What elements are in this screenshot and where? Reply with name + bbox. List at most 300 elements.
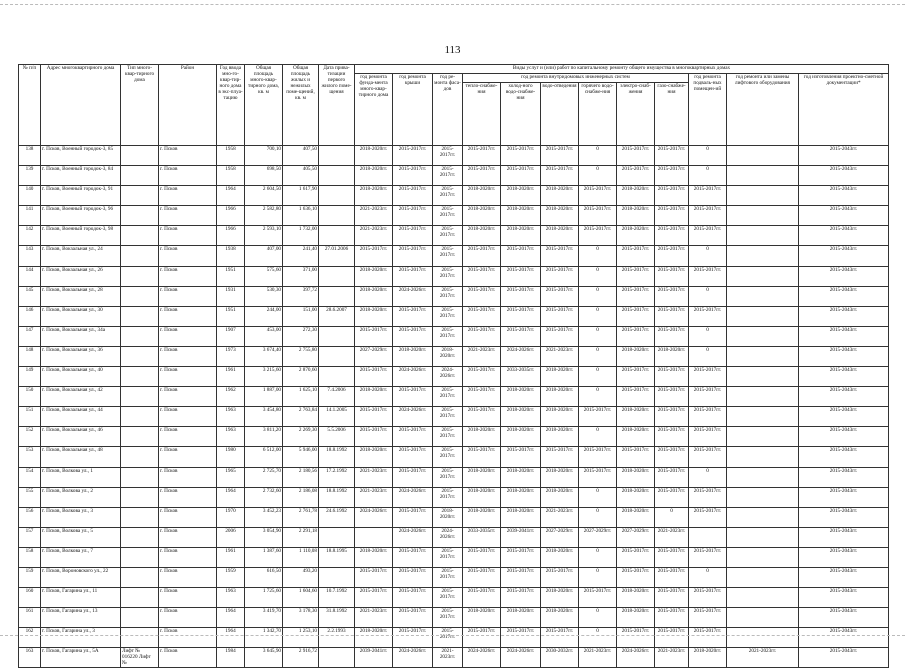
cell-hotwater-year: 0 [579, 507, 617, 527]
cell-total-area: 1 887,00 [245, 387, 283, 407]
cell-drain-year: 2015-2017гг. [541, 306, 579, 326]
cell-facade-year: 2015-2017гг. [433, 146, 463, 166]
header-heat: тепло-снабже-ния [463, 83, 501, 146]
cell-total-area: 1 725,60 [245, 588, 283, 608]
cell-district: г. Псков [159, 487, 217, 507]
cell-living-area: 5 946,00 [283, 447, 319, 467]
cell-house-type [121, 628, 159, 648]
cell-drain-year: 2027-2029гг. [541, 527, 579, 547]
cell-living-area: 1 636,10 [283, 206, 319, 226]
cell-priv-date: 5.5.2006 [319, 427, 355, 447]
cell-address: г. Псков, Вокзальная ул., 28 [41, 286, 121, 306]
cell-gas-year: 2015-2017гг. [655, 547, 689, 567]
cell-foundation-year: 2018-2020гг. [355, 387, 393, 407]
cell-house-type [121, 326, 159, 346]
cell-design-docs-year: 2015-2043гг. [799, 226, 889, 246]
cell-priv-date: 2.2.1993 [319, 628, 355, 648]
cell-electric-year: 2015-2017гг. [617, 166, 655, 186]
cell-priv-date: 31.8.1992 [319, 608, 355, 628]
cell-elevator-year [727, 567, 799, 587]
cell-house-type [121, 467, 159, 487]
cell-electric-year: 2018-2020гг. [617, 467, 655, 487]
cell-design-docs-year: 2015-2043гг. [799, 547, 889, 567]
cell-basement-year: 2015-2017гг. [689, 306, 727, 326]
page-number: 113 [444, 44, 461, 56]
cell-electric-year: 2018-2020гг. [617, 226, 655, 246]
cell-heat-year: 2018-2020гг. [463, 206, 501, 226]
table-row [19, 507, 889, 527]
cell-row-number: 149 [19, 367, 41, 387]
cell-gas-year: 2015-2017гг. [655, 487, 689, 507]
cell-row-number: 153 [19, 447, 41, 467]
cell-elevator-year [727, 286, 799, 306]
header-living-area: Общая площадь жилых и нежилых поме-щений, кв. м [283, 65, 319, 146]
capital-repair-table [18, 64, 889, 668]
cell-roof-year: 2024-2026гг. [393, 487, 433, 507]
cell-coldwater-year: 2018-2020гг. [501, 487, 541, 507]
cell-living-area: 407,50 [283, 146, 319, 166]
table-row [19, 628, 889, 648]
cell-design-docs-year: 2015-2043гг. [799, 387, 889, 407]
cell-elevator-year [727, 306, 799, 326]
cell-row-number: 161 [19, 608, 41, 628]
table-row [19, 266, 889, 286]
cell-design-docs-year: 2015-2043гг. [799, 628, 889, 648]
cell-year-built: 1951 [217, 266, 245, 286]
cell-facade-year: 2015-2017гг. [433, 467, 463, 487]
cell-coldwater-year: 2018-2020гг. [501, 387, 541, 407]
cell-drain-year: 2015-2017гг. [541, 166, 579, 186]
cell-address: г. Псков, Вокзальная ул., 40 [41, 367, 121, 387]
cell-hotwater-year: 2015-2017гг. [579, 226, 617, 246]
cell-district: г. Псков [159, 507, 217, 527]
cell-year-built: 1963 [217, 407, 245, 427]
cell-facade-year: 2015-2017гг. [433, 447, 463, 467]
cell-drain-year: 2018-2020гг. [541, 608, 579, 628]
cell-heat-year: 2018-2020гг. [463, 467, 501, 487]
cell-hotwater-year: 2027-2029гг. [579, 527, 617, 547]
cell-address: г. Псков, Вокзальная ул., 42 [41, 387, 121, 407]
cell-row-number: 157 [19, 527, 41, 547]
cell-year-built: 1963 [217, 588, 245, 608]
cell-foundation-year: 2021-2023гг. [355, 206, 393, 226]
table-row [19, 166, 889, 186]
cell-foundation-year: 2018-2020гг. [355, 266, 393, 286]
cell-roof-year: 2015-2017гг. [393, 186, 433, 206]
cell-gas-year: 2015-2017гг. [655, 427, 689, 447]
cell-basement-year: 2015-2017гг. [689, 427, 727, 447]
cell-year-built: 1961 [217, 367, 245, 387]
cell-address: г. Псков, Военный городок-3, 91 [41, 186, 121, 206]
header-services-group: Виды услуг и (или) работ по капитальному ремонту общего имущества в многоквартирных домах [355, 65, 889, 74]
header-type: Тип много-квар-тирного дома [121, 65, 159, 146]
cell-coldwater-year: 2015-2017гг. [501, 447, 541, 467]
cell-elevator-year [727, 467, 799, 487]
cell-foundation-year: 2021-2023гг. [355, 487, 393, 507]
cell-foundation-year: 2018-2020гг. [355, 166, 393, 186]
cell-house-type [121, 226, 159, 246]
cell-gas-year: 2015-2017гг. [655, 387, 689, 407]
header-hotwater: горячего водо-снабже-ния [579, 83, 617, 146]
cell-electric-year: 2018-2020гг. [617, 346, 655, 366]
cell-foundation-year: 2018-2020гг. [355, 547, 393, 567]
cell-coldwater-year: 2018-2020гг. [501, 186, 541, 206]
cell-living-area: 2 180,56 [283, 467, 319, 487]
cell-electric-year: 2015-2017гг. [617, 567, 655, 587]
cell-roof-year: 2015-2017гг. [393, 246, 433, 266]
cell-district: г. Псков [159, 266, 217, 286]
cell-district: г. Псков [159, 206, 217, 226]
cell-total-area: 6 512,00 [245, 447, 283, 467]
header-facade: год ре-монта фаса-дов [433, 74, 463, 146]
cell-year-built: 1959 [217, 567, 245, 587]
cell-design-docs-year: 2015-2043гг. [799, 407, 889, 427]
cell-district: г. Псков [159, 648, 217, 668]
cell-electric-year: 2018-2020гг. [617, 487, 655, 507]
cell-year-built: 1964 [217, 186, 245, 206]
cell-electric-year: 2018-2020гг. [617, 186, 655, 206]
cell-year-built: 1951 [217, 306, 245, 326]
cell-living-area: 3 178,30 [283, 608, 319, 628]
cell-drain-year: 2015-2017гг. [541, 628, 579, 648]
cell-district: г. Псков [159, 306, 217, 326]
header-design-docs: год изготовления проектно-сметной документации* [799, 74, 889, 146]
cell-roof-year: 2015-2017гг. [393, 467, 433, 487]
header-foundation: год ремонта фунда-мента много-квар-тирного дома [355, 74, 393, 146]
cell-district: г. Псков [159, 367, 217, 387]
cell-foundation-year: 2018-2020гг. [355, 306, 393, 326]
cell-year-built: 1964 [217, 608, 245, 628]
cell-drain-year: 2018-2020гг. [541, 467, 579, 487]
table-row [19, 567, 889, 587]
cell-row-number: 142 [19, 226, 41, 246]
cell-district: г. Псков [159, 608, 217, 628]
cell-living-area: 1 110,08 [283, 547, 319, 567]
cell-roof-year: 2015-2017гг. [393, 226, 433, 246]
cell-heat-year: 2015-2017гг. [463, 447, 501, 467]
cell-living-area: 371,00 [283, 266, 319, 286]
cell-house-type [121, 206, 159, 226]
header-gas: газо-снабже-ния [655, 83, 689, 146]
cell-living-area: 2 763,84 [283, 407, 319, 427]
cell-basement-year: 2015-2017гг. [689, 588, 727, 608]
table-row [19, 588, 889, 608]
header-electric: электро-снаб-жения [617, 83, 655, 146]
cell-priv-date: 28.6.2007 [319, 306, 355, 326]
cell-roof-year: 2024-2026гг. [393, 527, 433, 547]
cell-hotwater-year: 0 [579, 166, 617, 186]
cell-roof-year: 2015-2017гг. [393, 387, 433, 407]
cell-facade-year: 2024-2026гг. [433, 367, 463, 387]
cell-electric-year: 2018-2020гг. [617, 588, 655, 608]
cell-foundation-year: 2018-2020гг. [355, 628, 393, 648]
cell-basement-year: 2015-2017гг. [689, 608, 727, 628]
cell-address: г. Псков, Волкова ул., 7 [41, 547, 121, 567]
cell-foundation-year: 2018-2020гг. [355, 447, 393, 467]
cell-foundation-year: 2021-2023гг. [355, 608, 393, 628]
cell-address: г. Псков, Военный городок-3, 84 [41, 166, 121, 186]
cell-foundation-year: 2015-2017гг. [355, 367, 393, 387]
cell-year-built: 1966 [217, 226, 245, 246]
table-row [19, 367, 889, 387]
cell-roof-year: 2024-2026гг. [393, 367, 433, 387]
cell-district: г. Псков [159, 226, 217, 246]
cell-total-area: 3 674,40 [245, 346, 283, 366]
cell-design-docs-year: 2015-2043гг. [799, 306, 889, 326]
cell-elevator-year [727, 628, 799, 648]
cell-gas-year: 2015-2017гг. [655, 246, 689, 266]
cell-roof-year: 2015-2017гг. [393, 608, 433, 628]
table-row [19, 146, 889, 166]
cell-total-area: 530,30 [245, 286, 283, 306]
cell-basement-year: 0 [689, 166, 727, 186]
cell-total-area: 3 419,70 [245, 608, 283, 628]
cell-facade-year: 2015-2017гг. [433, 387, 463, 407]
cell-priv-date: 18.8.1992 [319, 447, 355, 467]
cell-hotwater-year: 0 [579, 487, 617, 507]
cell-facade-year: 2018-2020гг. [433, 507, 463, 527]
cell-house-type [121, 547, 159, 567]
cell-design-docs-year: 2015-2043гг. [799, 527, 889, 547]
header-coldwater: холод-ного водо-снабже-ния [501, 83, 541, 146]
cell-elevator-year [727, 547, 799, 567]
cell-roof-year: 2015-2017гг. [393, 326, 433, 346]
cell-foundation-year: 2027-2029гг. [355, 346, 393, 366]
cell-coldwater-year: 2018-2020гг. [501, 467, 541, 487]
cell-district: г. Псков [159, 387, 217, 407]
cell-foundation-year: 2015-2017гг. [355, 588, 393, 608]
cell-district: г. Псков [159, 567, 217, 587]
cell-total-area: 698,50 [245, 166, 283, 186]
cell-address: г. Псков, Вокзальная ул., 26 [41, 266, 121, 286]
cell-living-area: 397,72 [283, 286, 319, 306]
cell-electric-year: 2015-2017гг. [617, 326, 655, 346]
cell-living-area: 2 186,08 [283, 487, 319, 507]
cell-row-number: 139 [19, 166, 41, 186]
cell-district: г. Псков [159, 628, 217, 648]
cell-basement-year: 2018-2020гг. [689, 648, 727, 668]
cell-priv-date [319, 326, 355, 346]
cell-district: г. Псков [159, 326, 217, 346]
cell-elevator-year [727, 206, 799, 226]
cell-facade-year: 2015-2017гг. [433, 246, 463, 266]
cell-facade-year: 2024-2026гг. [433, 527, 463, 547]
cell-house-type [121, 507, 159, 527]
cell-basement-year: 2015-2017гг. [689, 407, 727, 427]
cell-electric-year: 2027-2029гг. [617, 527, 655, 547]
cell-address: г. Псков, Волкова ул., 1 [41, 467, 121, 487]
cell-basement-year: 2015-2017гг. [689, 507, 727, 527]
cell-design-docs-year: 2015-2043гг. [799, 608, 889, 628]
header-elevator: год ремонта или замены лифтового оборудования [727, 74, 799, 146]
cell-house-type [121, 608, 159, 628]
cell-coldwater-year: 2039-2041гг. [501, 527, 541, 547]
cell-coldwater-year: 2018-2020гг. [501, 507, 541, 527]
cell-row-number: 140 [19, 186, 41, 206]
cell-coldwater-year: 2015-2017гг. [501, 588, 541, 608]
cell-design-docs-year: 2015-2043гг. [799, 326, 889, 346]
cell-roof-year: 2015-2017гг. [393, 427, 433, 447]
cell-elevator-year [727, 146, 799, 166]
cell-address: г. Псков, Военный городок-3, 85 [41, 146, 121, 166]
cell-hotwater-year: 0 [579, 387, 617, 407]
header-address: Адрес многоквартирного дома [41, 65, 121, 146]
cell-living-area: 405,50 [283, 166, 319, 186]
cell-hotwater-year: 0 [579, 547, 617, 567]
table-row [19, 246, 889, 266]
cell-row-number: 160 [19, 588, 41, 608]
cell-hotwater-year: 0 [579, 367, 617, 387]
cell-foundation-year: 2015-2017гг. [355, 567, 393, 587]
cell-address: г. Псков, Вороновского ул., 22 [41, 567, 121, 587]
cell-electric-year: 2015-2017гг. [617, 146, 655, 166]
cell-address: г. Псков, Гагарина ул., 3 [41, 628, 121, 648]
cell-living-area: 151,00 [283, 306, 319, 326]
cell-drain-year: 2018-2020гг. [541, 206, 579, 226]
table-row [19, 467, 889, 487]
cell-total-area: 1 387,60 [245, 547, 283, 567]
cell-house-type [121, 246, 159, 266]
cell-hotwater-year: 0 [579, 427, 617, 447]
cell-total-area: 3 645,90 [245, 648, 283, 668]
cell-drain-year: 2018-2020гг. [541, 588, 579, 608]
cell-priv-date: 17.2.1992 [319, 467, 355, 487]
cell-electric-year: 2015-2017гг. [617, 286, 655, 306]
cell-heat-year: 2015-2017гг. [463, 266, 501, 286]
cell-coldwater-year: 2018-2020гг. [501, 427, 541, 447]
cell-design-docs-year: 2015-2043гг. [799, 447, 889, 467]
table-row [19, 206, 889, 226]
cell-house-type [121, 427, 159, 447]
cell-facade-year: 2015-2017гг. [433, 306, 463, 326]
cell-basement-year: 0 [689, 246, 727, 266]
cell-address: г. Псков, Вокзальная ул., 46 [41, 427, 121, 447]
table-row [19, 407, 889, 427]
cell-priv-date [319, 648, 355, 668]
cell-foundation-year: 2018-2020гг. [355, 146, 393, 166]
cell-heat-year: 2015-2017гг. [463, 286, 501, 306]
cell-heat-year: 2033-2035гг. [463, 527, 501, 547]
cell-facade-year: 2015-2017гг. [433, 286, 463, 306]
cell-hotwater-year: 0 [579, 246, 617, 266]
table-row [19, 527, 889, 547]
cell-priv-date [319, 186, 355, 206]
cell-drain-year: 2018-2020гг. [541, 387, 579, 407]
cell-heat-year: 2018-2020гг. [463, 487, 501, 507]
cell-hotwater-year: 2015-2017гг. [579, 407, 617, 427]
cell-house-type [121, 166, 159, 186]
cell-heat-year: 2018-2020гг. [463, 427, 501, 447]
cell-year-built: 1970 [217, 507, 245, 527]
cell-living-area: 1 253,10 [283, 628, 319, 648]
cell-hotwater-year: 2015-2017гг. [579, 467, 617, 487]
cell-address: г. Псков, Гагарина ул., 13 [41, 608, 121, 628]
cell-heat-year: 2015-2017гг. [463, 146, 501, 166]
cell-hotwater-year: 0 [579, 286, 617, 306]
table-row [19, 346, 889, 366]
cell-hotwater-year: 0 [579, 628, 617, 648]
cell-basement-year: 2015-2017гг. [689, 547, 727, 567]
cell-priv-date [319, 206, 355, 226]
cell-elevator-year [727, 527, 799, 547]
cell-address: г. Псков, Волкова ул., 3 [41, 507, 121, 527]
cell-elevator-year [727, 266, 799, 286]
cell-total-area: 2 582,80 [245, 206, 283, 226]
cell-heat-year: 2015-2017гг. [463, 567, 501, 587]
cell-heat-year: 2015-2017гг. [463, 306, 501, 326]
header-roof: год ремонта крыши [393, 74, 433, 146]
cell-basement-year [689, 527, 727, 547]
cell-address: г. Псков, Военный городок-3, 98 [41, 226, 121, 246]
table-row [19, 547, 889, 567]
cell-elevator-year [727, 367, 799, 387]
cell-gas-year: 2015-2017гг. [655, 467, 689, 487]
cell-facade-year: 2015-2017гг. [433, 427, 463, 447]
cell-district: г. Псков [159, 286, 217, 306]
cell-living-area: 2 291,18 [283, 527, 319, 547]
cell-roof-year: 2015-2017гг. [393, 266, 433, 286]
cell-design-docs-year: 2015-2043гг. [799, 648, 889, 668]
table-body [19, 146, 889, 668]
cell-facade-year: 2018-2020гг. [433, 346, 463, 366]
cell-address: г. Псков, Вокзальная ул., 36 [41, 346, 121, 366]
table-row [19, 306, 889, 326]
cell-coldwater-year: 2015-2017гг. [501, 146, 541, 166]
header-district: Район [159, 65, 217, 146]
cell-total-area: 575,60 [245, 266, 283, 286]
cell-facade-year: 2015-2017гг. [433, 326, 463, 346]
cell-living-area: 2 761,78 [283, 507, 319, 527]
cell-electric-year: 2018-2020гг. [617, 608, 655, 628]
cell-design-docs-year: 2015-2043гг. [799, 266, 889, 286]
cell-total-area: 700,10 [245, 146, 283, 166]
cell-gas-year: 2015-2017гг. [655, 628, 689, 648]
cell-facade-year: 2021-2023гг. [433, 648, 463, 668]
cell-design-docs-year: 2015-2043гг. [799, 588, 889, 608]
cell-design-docs-year: 2015-2043гг. [799, 246, 889, 266]
cell-house-type [121, 407, 159, 427]
cell-priv-date [319, 146, 355, 166]
cell-drain-year: 2018-2020гг. [541, 547, 579, 567]
cell-gas-year: 2015-2017гг. [655, 367, 689, 387]
cell-priv-date: 14.1.2005 [319, 407, 355, 427]
cell-coldwater-year: 2033-2035гг. [501, 367, 541, 387]
cell-drain-year: 2018-2020гг. [541, 226, 579, 246]
cell-priv-date [319, 226, 355, 246]
cell-year-built: 1964 [217, 628, 245, 648]
cell-foundation-year: 2015-2017гг. [355, 326, 393, 346]
cell-hotwater-year: 0 [579, 326, 617, 346]
cell-house-type [121, 527, 159, 547]
cell-electric-year: 2018-2020гг. [617, 507, 655, 527]
cell-year-built: 1958 [217, 166, 245, 186]
cell-row-number: 145 [19, 286, 41, 306]
cell-district: г. Псков [159, 166, 217, 186]
cell-electric-year: 2015-2017гг. [617, 306, 655, 326]
cell-electric-year: 2015-2017гг. [617, 266, 655, 286]
cell-roof-year: 2018-2020гг. [393, 346, 433, 366]
cell-foundation-year: 2024-2026гг. [355, 507, 393, 527]
cell-heat-year: 2015-2017гг. [463, 367, 501, 387]
cell-gas-year: 2015-2017гг. [655, 567, 689, 587]
cell-coldwater-year: 2015-2017гг. [501, 547, 541, 567]
cell-design-docs-year: 2015-2043гг. [799, 166, 889, 186]
cell-basement-year: 2015-2017гг. [689, 226, 727, 246]
cell-row-number: 141 [19, 206, 41, 226]
cell-electric-year: 2015-2017гг. [617, 367, 655, 387]
cell-house-type [121, 367, 159, 387]
header-num: № п/п [19, 65, 41, 146]
